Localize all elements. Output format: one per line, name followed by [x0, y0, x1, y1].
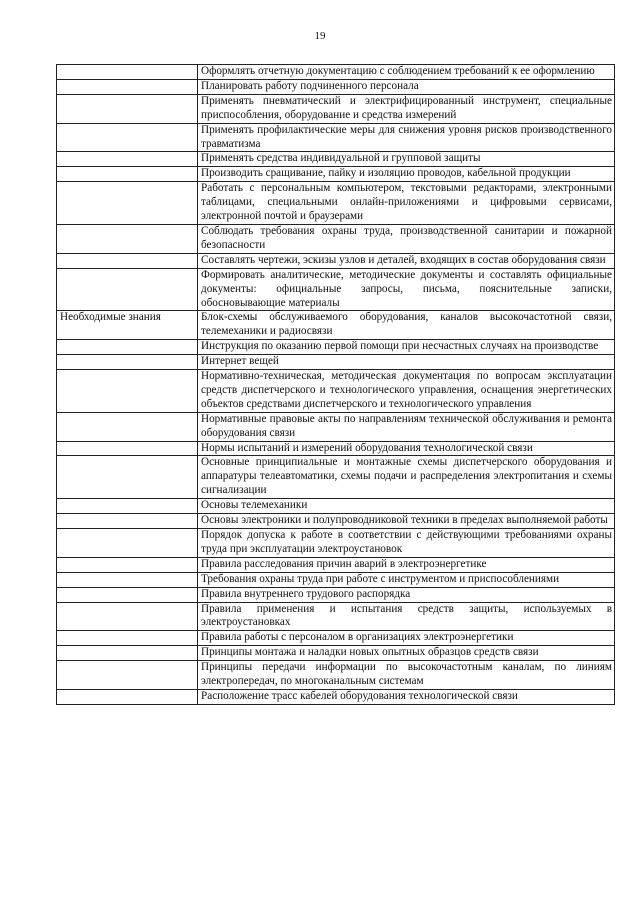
table-row [57, 646, 615, 661]
section-label-continuation [57, 355, 198, 370]
table-row [57, 441, 615, 456]
requirement-item: Планировать работу подчиненного персонала [198, 79, 615, 94]
section-label: Необходимые знания [57, 311, 198, 340]
table-row [57, 514, 615, 529]
requirement-item: Соблюдать требования охраны труда, производственной санитарии и пожарной безопасности [198, 224, 615, 253]
section-label-continuation [57, 631, 198, 646]
table-row [57, 572, 615, 587]
section-label-continuation [57, 167, 198, 182]
table-row [57, 167, 615, 182]
table-row [57, 689, 615, 704]
requirement-item: Правила расследования причин аварий в электроэнергетике [198, 557, 615, 572]
table-row [57, 268, 615, 311]
section-label-continuation [57, 123, 198, 152]
table-row [57, 65, 615, 80]
section-label-continuation [57, 456, 198, 499]
table-row [57, 123, 615, 152]
table-row [57, 311, 615, 340]
section-label-continuation [57, 224, 198, 253]
requirement-item: Оформлять отчетную документацию с соблюдением требований к ее оформлению [198, 65, 615, 80]
section-label-continuation [57, 499, 198, 514]
requirement-item: Расположение трасс кабелей оборудования технологической связи [198, 689, 615, 704]
table-row [57, 152, 615, 167]
requirement-item: Применять средства индивидуальной и групповой защиты [198, 152, 615, 167]
requirement-item: Применять пневматический и электрифицированный инструмент, специальные приспособления, оборудование и средства измерений [198, 94, 615, 123]
table-row [57, 370, 615, 413]
requirement-item: Инструкция по оказанию первой помощи при несчастных случаях на производстве [198, 340, 615, 355]
table-row [57, 355, 615, 370]
section-label-continuation [57, 370, 198, 413]
table-row [57, 79, 615, 94]
section-label-continuation [57, 152, 198, 167]
table-row [57, 587, 615, 602]
requirement-item: Применять профилактические меры для снижения уровня рисков производственного травматизма [198, 123, 615, 152]
requirement-item: Основы телемеханики [198, 499, 615, 514]
table-row [57, 94, 615, 123]
section-label-continuation [57, 557, 198, 572]
requirement-item: Правила применения и испытания средств защиты, используемых в электроустановках [198, 602, 615, 631]
table-row [57, 456, 615, 499]
section-label-continuation [57, 602, 198, 631]
requirement-item: Составлять чертежи, эскизы узлов и деталей, входящих в состав оборудования связи [198, 253, 615, 268]
requirement-item: Принципы передачи информации по высокочастотным каналам, по линиям электропередач, по многоканальным системам [198, 661, 615, 690]
requirement-item: Принципы монтажа и наладки новых опытных образцов средств связи [198, 646, 615, 661]
page-number: 19 [314, 30, 326, 42]
requirement-item: Требования охраны труда при работе с инструментом и приспособлениями [198, 572, 615, 587]
table-row [57, 602, 615, 631]
requirement-item: Нормативные правовые акты по направлениям технической обслуживания и ремонта оборудования связи [198, 412, 615, 441]
section-label-continuation [57, 646, 198, 661]
table-row [57, 631, 615, 646]
section-label-continuation [57, 268, 198, 311]
requirement-item: Нормы испытаний и измерений оборудования технологической связи [198, 441, 615, 456]
requirement-item: Нормативно-техническая, методическая документация по вопросам эксплуатации средств диспетчерского и технологического управления, оснащения энергетических объектов средствами диспетчерского и технологического управления [198, 370, 615, 413]
section-label-continuation [57, 529, 198, 558]
section-label [57, 65, 198, 80]
table-row [57, 224, 615, 253]
table-row [57, 253, 615, 268]
section-label-continuation [57, 79, 198, 94]
section-label-continuation [57, 441, 198, 456]
table-row [57, 412, 615, 441]
section-label-continuation [57, 182, 198, 225]
requirement-item: Работать с персональным компьютером, текстовыми редакторами, электронными таблицами, специальными онлайн-приложениями и цифровыми сервисами, электронной почтой и браузерами [198, 182, 615, 225]
requirement-item: Порядок допуска к работе в соответствии с действующими требованиями охраны труда при эксплуатации электроустановок [198, 529, 615, 558]
requirement-item: Основные принципиальные и монтажные схемы диспетчерского оборудования и аппаратуры телеавтоматики, схемы подачи и распределения электропитания и схемы сигнализации [198, 456, 615, 499]
section-label-continuation [57, 340, 198, 355]
requirement-item: Формировать аналитические, методические документы и составлять официальные документы: официальные запросы, письма, пояснительные записки, обосновывающие материалы [198, 268, 615, 311]
requirement-item: Блок-схемы обслуживаемого оборудования, каналов высокочастотной связи, телемеханики и радиосвязи [198, 311, 615, 340]
requirement-item: Интернет вещей [198, 355, 615, 370]
section-label-continuation [57, 94, 198, 123]
section-label-continuation [57, 587, 198, 602]
table-row [57, 529, 615, 558]
section-label-continuation [57, 572, 198, 587]
table-row [57, 340, 615, 355]
table-row [57, 661, 615, 690]
requirement-item: Правила внутреннего трудового распорядка [198, 587, 615, 602]
section-label-continuation [57, 412, 198, 441]
requirement-item: Производить сращивание, пайку и изоляцию проводов, кабельной продукции [198, 167, 615, 182]
table-row [57, 499, 615, 514]
section-label-continuation [57, 661, 198, 690]
section-label-continuation [57, 253, 198, 268]
requirement-item: Основы электроники и полупроводниковой техники в пределах выполняемой работы [198, 514, 615, 529]
requirement-item: Правила работы с персоналом в организациях электроэнергетики [198, 631, 615, 646]
table-row [57, 182, 615, 225]
requirements-table [56, 64, 615, 705]
section-label-continuation [57, 514, 198, 529]
table-row [57, 557, 615, 572]
section-label-continuation [57, 689, 198, 704]
